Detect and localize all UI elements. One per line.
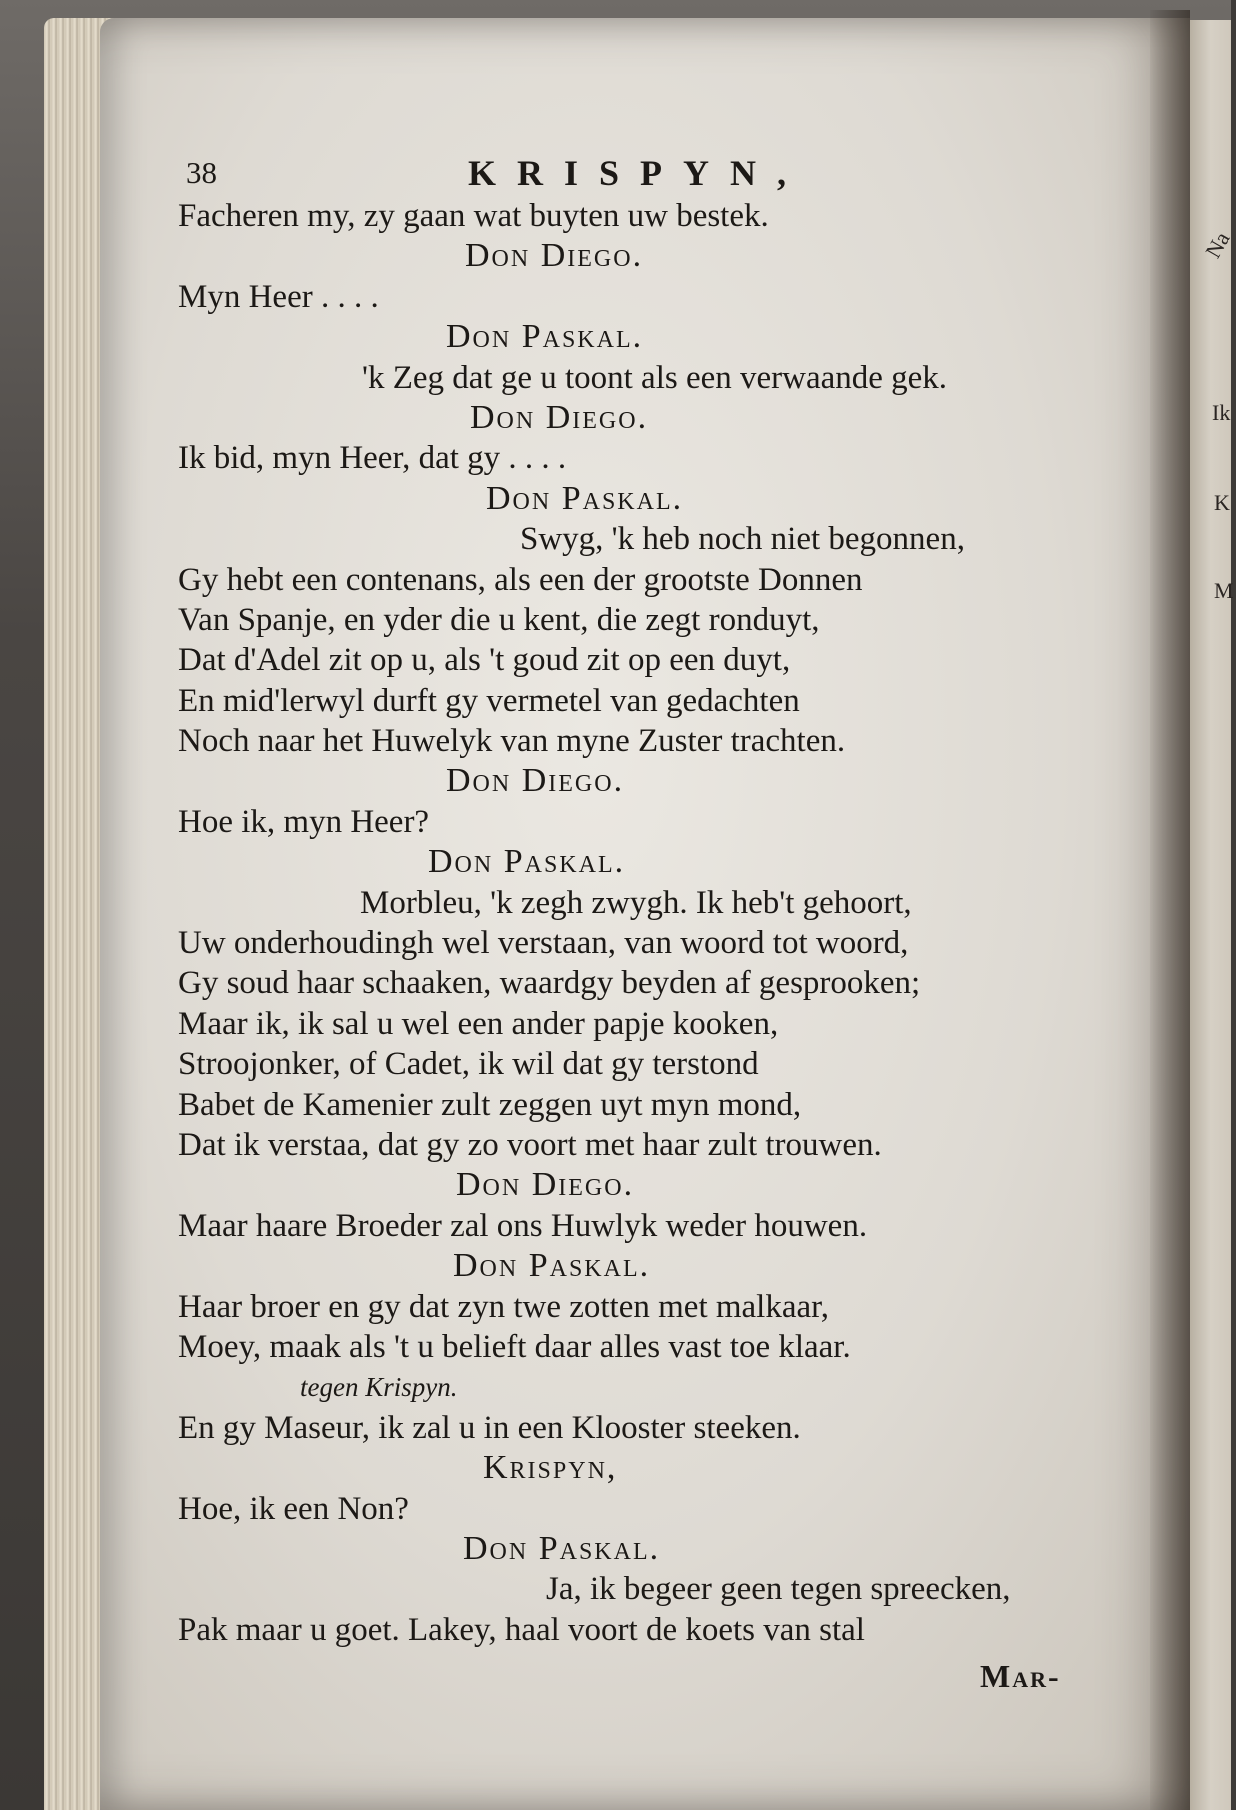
speaker-heading: Don Paskal. [428, 843, 626, 881]
running-head [178, 150, 1138, 196]
facing-page-fragment: Ik [1212, 400, 1231, 425]
verse-line: Dat d'Adel zit op u, als 't goud zit op een duyt, [178, 642, 791, 679]
verse-line: Babet de Kamenier zult zeggen uyt myn mond, [178, 1086, 802, 1123]
verse-line: Dat ik verstaa, dat gy zo voort met haar zult trouwen. [178, 1126, 882, 1163]
speaker-heading: Don Diego. [446, 762, 625, 800]
verse-line: Stroojonker, of Cadet, ik wil dat gy terstond [178, 1046, 759, 1083]
verse-line: Ja, ik begeer geen tegen spreecken, [546, 1571, 1011, 1608]
verse-line: Uw onderhoudingh wel verstaan, van woord tot woord, [178, 925, 909, 962]
speaker-heading: Don Paskal. [463, 1529, 661, 1567]
speaker-heading: Don Diego. [470, 398, 649, 436]
verse-line: Moey, maak als 't u belieft daar alles vast toe klaar. [178, 1328, 851, 1365]
catchword: Mar- [980, 1658, 1061, 1695]
verse-line: Ik bid, myn Heer, dat gy . . . . [178, 440, 567, 477]
speaker-heading: Don Diego. [465, 237, 644, 275]
running-title: KRISPYN, [468, 153, 808, 193]
speaker-heading: Don Paskal. [453, 1247, 651, 1285]
verse-line: En gy Maseur, ik zal u in een Klooster steeken. [178, 1409, 801, 1446]
verse-line: Noch naar het Huwelyk van myne Zuster trachten. [178, 723, 846, 760]
verse-line: Gy hebt een contenans, als een der grootste Donnen [178, 561, 863, 598]
verse-line: Facheren my, zy gaan wat buyten uw bestek. [178, 198, 769, 234]
verse-line: En mid'lerwyl durft gy vermetel van gedachten [178, 682, 800, 719]
speaker-heading: Don Paskal. [486, 479, 684, 517]
verse-line: Hoe ik, myn Heer? [178, 803, 430, 840]
stage-direction: tegen Krispyn. [300, 1372, 458, 1403]
verse-line: Maar ik, ik sal u wel een ander papje kooken, [178, 1005, 779, 1042]
book-gutter [1150, 10, 1190, 1810]
facing-page-fragment: Na [1200, 227, 1235, 263]
facing-page [1190, 20, 1231, 1810]
speaker-heading: Don Paskal. [446, 318, 644, 356]
verse-line: Van Spanje, en yder die u kent, die zegt ronduyt, [178, 601, 820, 638]
verse-block [178, 196, 1138, 1650]
facing-page-fragment: M [1214, 578, 1234, 603]
page-number: 38 [186, 155, 217, 190]
verse-line: Hoe, ik een Non? [178, 1490, 409, 1527]
verse-line: Myn Heer . . . . [178, 278, 379, 315]
verse-line: Gy soud haar schaaken, waardgy beyden af gesprooken; [178, 965, 921, 1002]
verse-line: Swyg, 'k heb noch niet begonnen, [520, 521, 965, 558]
verse-line: 'k Zeg dat ge u toont als een verwaande gek. [362, 359, 948, 396]
verse-line: Haar broer en gy dat zyn twe zotten met malkaar, [178, 1288, 830, 1325]
verse-line: Morbleu, 'k zegh zwygh. Ik heb't gehoort, [360, 884, 912, 921]
page-text [178, 150, 1138, 1696]
facing-page-fragment: K [1214, 490, 1230, 515]
verse-line: Pak maar u goet. Lakey, haal voort de koets van stal [178, 1611, 865, 1648]
verse-line: Maar haare Broeder zal ons Huwlyk weder houwen. [178, 1207, 868, 1244]
speaker-heading: Don Diego. [456, 1166, 635, 1204]
speaker-heading: Krispyn, [483, 1449, 618, 1487]
